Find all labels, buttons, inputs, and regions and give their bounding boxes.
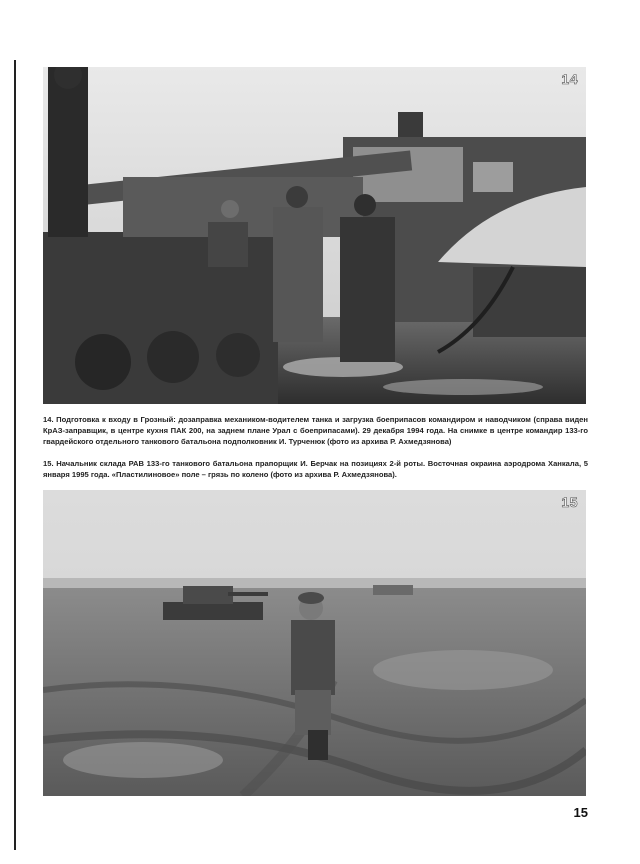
photo-14-image — [43, 67, 586, 404]
photo-14-number: 14 — [561, 71, 578, 87]
binding-edge-line — [14, 60, 16, 850]
photo-14 — [43, 67, 586, 404]
photo-15-image — [43, 490, 586, 796]
photo-15 — [43, 490, 586, 796]
page-number: 15 — [573, 805, 588, 820]
photo-15-number: 15 — [561, 494, 578, 510]
photo-14-caption: 14. Подготовка к входу в Грозный: дозаправка механиком-водителем танка и загрузка боеприпасов командиром и наводчиком (справа виден КрАЗ-заправщик, в центре кухня ПАК 200, на заднем плане Урал с боеприпасами). 29 декабря 1994 года. На снимке в центре командир 133-го гвардейского отдельного танкового батальона подполковник И. Турченюк (фото из архива Р. Ахмедзянова) — [43, 415, 588, 446]
photo-15-caption: 15. Начальник склада РАВ 133-го танкового батальона прапорщик И. Берчак на позициях 2-й роты. Восточная окраина аэродрома Ханкала, 5 января 1995 года. «Пластилиновое» поле – грязь по колено (фото из архива Р. Ахмедзянова). — [43, 459, 588, 479]
